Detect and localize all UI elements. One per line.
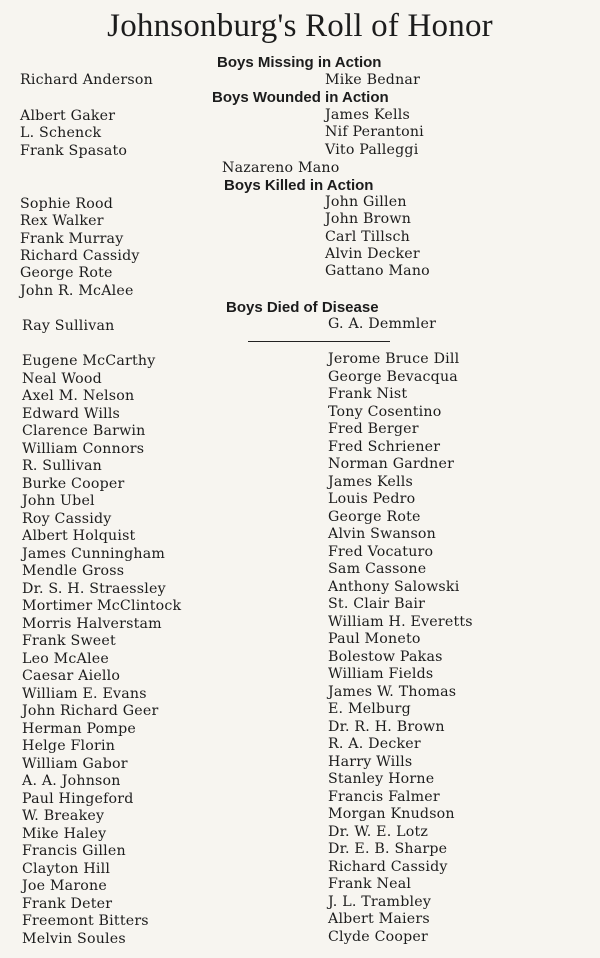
name-served-right: Paul Moneto bbox=[328, 631, 421, 647]
name-served-right: Tony Cosentino bbox=[328, 403, 442, 420]
name-wounded-left: Albert Gaker bbox=[20, 108, 116, 124]
heading-died: Boys Died of Disease bbox=[226, 299, 379, 316]
name-served-right: St. Clair Bair bbox=[328, 596, 426, 612]
name-served-right: Bolestow Pakas bbox=[328, 648, 443, 665]
name-served-right: Dr. W. E. Lotz bbox=[328, 823, 429, 840]
name-killed-right: Carl Tillsch bbox=[325, 229, 410, 245]
name-killed-right: Gattano Mano bbox=[325, 263, 430, 279]
name-served-left: Dr. S. H. Straessley bbox=[22, 580, 166, 597]
name-served-left: Herman Pompe bbox=[22, 720, 136, 737]
name-served-left: Frank Deter bbox=[22, 895, 113, 912]
name-served-left: John Ubel bbox=[22, 493, 95, 509]
name-killed-left: George Rote bbox=[20, 265, 113, 281]
name-served-left: Albert Holquist bbox=[22, 528, 136, 544]
name-served-left: Leo McAlee bbox=[22, 650, 109, 667]
heading-wounded: Boys Wounded in Action bbox=[212, 89, 389, 106]
name-served-left: Axel M. Nelson bbox=[22, 388, 135, 404]
name-served-left: William E. Evans bbox=[22, 685, 147, 702]
name-wounded-left: L. Schenck bbox=[20, 125, 102, 141]
name-served-right: E. Melburg bbox=[328, 701, 411, 717]
name-served-right: Harry Wills bbox=[328, 753, 413, 770]
name-served-right: Norman Gardner bbox=[328, 456, 455, 472]
name-served-left: R. Sullivan bbox=[22, 458, 102, 474]
name-killed-right: John Gillen bbox=[325, 194, 407, 210]
name-served-left: Joe Marone bbox=[22, 878, 107, 894]
name-served-left: Clarence Barwin bbox=[22, 423, 146, 439]
name-served-right: Richard Cassidy bbox=[328, 858, 448, 875]
name-served-right: William H. Everetts bbox=[328, 613, 473, 630]
heading-missing: Boys Missing in Action bbox=[217, 54, 382, 71]
name-served-right: James Kells bbox=[328, 473, 413, 490]
name-served-right: Fred Berger bbox=[328, 421, 419, 437]
name-served-left: Melvin Soules bbox=[22, 930, 126, 947]
name-served-right: Stanley Horne bbox=[328, 771, 435, 787]
name-served-left: Roy Cassidy bbox=[22, 510, 112, 527]
name-killed-right: John Brown bbox=[325, 211, 412, 227]
name-served-left: Helge Florin bbox=[22, 738, 116, 754]
name-served-left: W. Breakey bbox=[22, 808, 105, 824]
name-served-right: Anthony Salowski bbox=[328, 578, 460, 595]
name-served-right: James W. Thomas bbox=[328, 683, 457, 700]
name-served-right: Albert Maiers bbox=[328, 911, 430, 927]
name-served-right: Dr. E. B. Sharpe bbox=[328, 841, 448, 857]
name-served-right: George Rote bbox=[328, 508, 421, 525]
name-served-left: Caesar Aiello bbox=[22, 668, 121, 684]
name-missing-right: Mike Bednar bbox=[325, 72, 421, 88]
name-served-left: Paul Hingeford bbox=[22, 790, 134, 807]
name-served-left: Burke Cooper bbox=[22, 475, 125, 492]
name-served-left: Neal Wood bbox=[22, 370, 102, 387]
name-served-right: Sam Cassone bbox=[328, 561, 427, 577]
name-served-left: Mike Haley bbox=[22, 825, 107, 842]
name-killed-left: Richard Cassidy bbox=[20, 248, 140, 264]
name-served-left: Clayton Hill bbox=[22, 860, 111, 877]
name-killed-right: Alvin Decker bbox=[325, 246, 420, 262]
name-killed-left: Sophie Rood bbox=[20, 196, 113, 212]
page-title: Johnsonburg's Roll of Honor bbox=[107, 8, 493, 44]
name-served-left: James Cunningham bbox=[22, 545, 166, 562]
name-served-left: Frank Sweet bbox=[22, 633, 116, 649]
name-served-left: William Connors bbox=[22, 440, 145, 457]
name-served-left: Morris Halverstam bbox=[22, 615, 162, 632]
name-served-left: Francis Gillen bbox=[22, 843, 126, 859]
name-served-right: Louis Pedro bbox=[328, 491, 416, 507]
name-served-right: George Bevacqua bbox=[328, 368, 458, 385]
name-served-right: J. L. Trambley bbox=[328, 893, 432, 910]
name-served-right: Frank Neal bbox=[328, 876, 412, 892]
name-served-right: R. A. Decker bbox=[328, 736, 421, 752]
name-died-right: G. A. Demmler bbox=[328, 316, 437, 332]
name-served-left: Mendle Gross bbox=[22, 563, 125, 579]
name-killed-left: Rex Walker bbox=[20, 213, 104, 229]
name-wounded-center: Nazareno Mano bbox=[222, 160, 340, 176]
name-missing-left: Richard Anderson bbox=[20, 72, 153, 88]
divider-rule bbox=[248, 341, 390, 342]
name-served-right: Clyde Cooper bbox=[328, 928, 428, 945]
name-killed-left: Frank Murray bbox=[20, 231, 124, 247]
name-served-left: Freemont Bitters bbox=[22, 913, 149, 929]
name-served-left: William Gabor bbox=[22, 755, 128, 772]
name-served-left: Eugene McCarthy bbox=[22, 353, 156, 369]
heading-killed: Boys Killed in Action bbox=[224, 177, 374, 194]
name-served-left: Mortimer McClintock bbox=[22, 598, 182, 614]
name-died-left: Ray Sullivan bbox=[22, 318, 115, 334]
name-served-right: Jerome Bruce Dill bbox=[328, 351, 460, 367]
name-served-right: Morgan Knudson bbox=[328, 806, 455, 822]
name-served-right: Fred Vocaturo bbox=[328, 543, 434, 560]
name-served-left: Edward Wills bbox=[22, 405, 121, 422]
name-served-right: Dr. R. H. Brown bbox=[328, 718, 445, 735]
name-served-right: Fred Schriener bbox=[328, 438, 441, 455]
name-served-right: Francis Falmer bbox=[328, 788, 440, 805]
name-served-right: William Fields bbox=[328, 666, 434, 682]
name-served-right: Frank Nist bbox=[328, 386, 408, 402]
name-served-right: Alvin Swanson bbox=[328, 526, 437, 542]
name-wounded-right: Nif Perantoni bbox=[325, 124, 424, 140]
name-served-left: John Richard Geer bbox=[22, 703, 159, 719]
name-served-left: A. A. Johnson bbox=[22, 773, 121, 789]
name-wounded-right: James Kells bbox=[325, 107, 410, 123]
name-wounded-right: Vito Palleggi bbox=[325, 142, 419, 158]
name-killed-left: John R. McAlee bbox=[20, 283, 134, 299]
name-wounded-left: Frank Spasato bbox=[20, 143, 128, 159]
